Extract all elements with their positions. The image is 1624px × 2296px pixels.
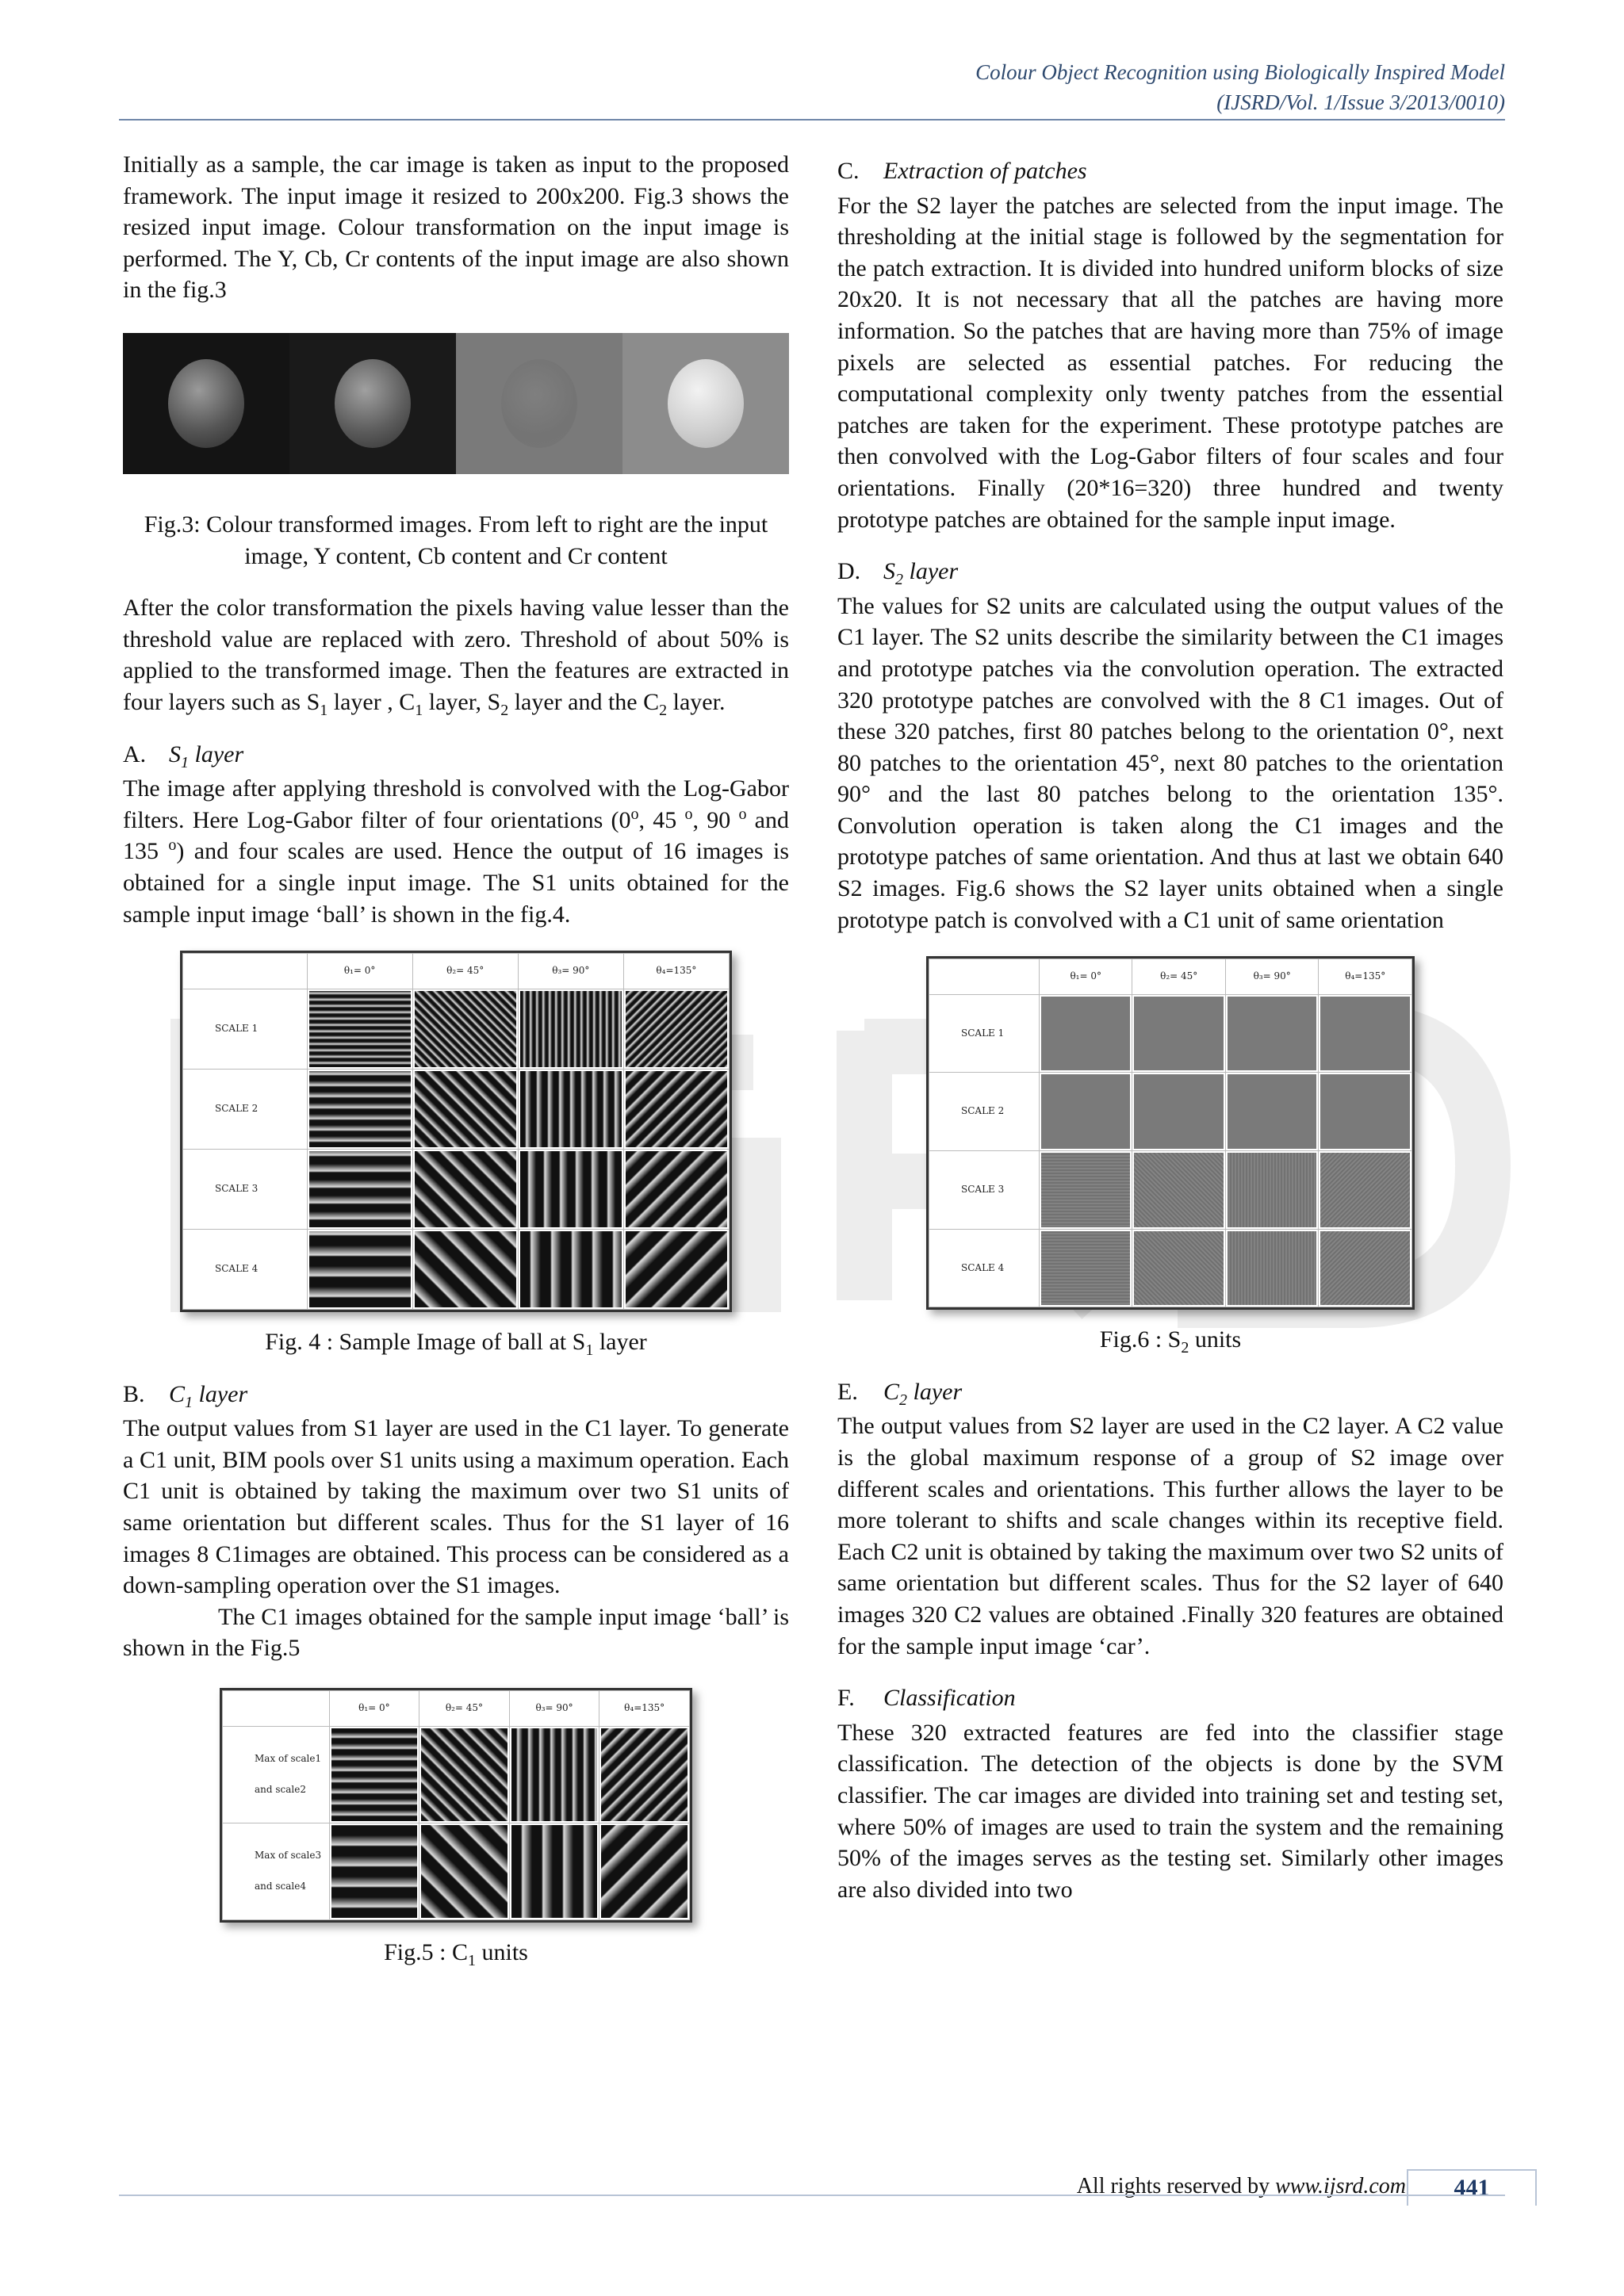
feature-image-cell — [1225, 1229, 1319, 1307]
feature-image-cell — [623, 1229, 729, 1309]
feature-image-cell — [518, 989, 623, 1069]
figure-6-grid — [926, 956, 1415, 1310]
feature-image-cell — [1039, 1229, 1132, 1307]
feature-map-tile — [1320, 1231, 1410, 1306]
feature-image-cell — [419, 1823, 510, 1919]
scale-row-label: Max of scale3 and scale4 — [223, 1823, 330, 1919]
orientation-header: θ₂= 45° — [412, 954, 518, 989]
scale-row-label: SCALE 1 — [183, 989, 308, 1069]
feature-image-cell — [307, 1149, 412, 1229]
scale-row-label: SCALE 2 — [183, 1069, 308, 1149]
fig3-cb-content — [456, 333, 622, 474]
page-number: 441 — [1407, 2169, 1537, 2206]
feature-image-cell — [412, 1069, 518, 1149]
feature-map-tile — [331, 1728, 418, 1821]
feature-map-tile — [415, 991, 516, 1067]
scale-row-label: Max of scale1 and scale2 — [223, 1726, 330, 1823]
feature-map-tile — [331, 1825, 418, 1918]
feature-map-tile — [1134, 1153, 1224, 1227]
feature-image-cell — [599, 1823, 690, 1919]
feature-map-tile — [309, 1071, 411, 1147]
section-b-heading: B. $C_1$ layer — [123, 1380, 248, 1411]
header-rule — [119, 119, 1505, 121]
section-e-paragraph: The output values from S2 layer are used in the C2 layer. A C2 value is the global maximum response of a group of S2 image over different scales and orientations. This further allows the layer to be more tolerant to shifts and scale changes within its receptive field. Each C2 unit is obtained by taking the maximum over two S2 units of same orientation but different scales. Thus for the S2 layer of 640 images 320 C2 values are obtained .Finally 320 features are obtained for the sample input image ‘car’. — [837, 1413, 1503, 1659]
header-title: Colour Object Recognition using Biologically Inspired Model — [975, 60, 1505, 84]
grid-corner — [223, 1691, 330, 1727]
figure-5-grid — [220, 1688, 692, 1923]
fig3-cr-content — [622, 333, 789, 474]
feature-image-cell — [1132, 1229, 1226, 1307]
section-e-heading: E. $C_2$ layer — [837, 1378, 963, 1409]
feature-map-tile — [520, 991, 622, 1067]
feature-map-tile — [1134, 997, 1224, 1071]
grid-corner — [929, 959, 1040, 995]
figure-6-caption: Fig.6 : $S_2$ units — [1099, 1326, 1242, 1357]
figure-4-caption: Fig. 4 : Sample Image of ball at $S_1$ layer — [265, 1329, 647, 1360]
figure-4-grid — [180, 951, 732, 1312]
feature-image-cell — [1225, 994, 1319, 1073]
feature-map-tile — [520, 1231, 622, 1307]
feature-map-tile — [415, 1151, 516, 1227]
running-header — [975, 57, 1505, 117]
feature-image-cell — [329, 1726, 419, 1823]
feature-image-cell — [329, 1823, 419, 1919]
feature-map-tile — [1134, 1231, 1224, 1306]
feature-image-cell — [623, 1069, 729, 1149]
orientation-header: θ₄=135° — [1319, 959, 1412, 995]
figure-3-caption: Fig.3: Colour transformed images. From left to right are the input image, Y content, Cb content and Cr content — [144, 511, 768, 569]
feature-map-tile — [626, 1071, 727, 1147]
orientation-header: θ₁= 0° — [329, 1691, 419, 1727]
section-b-paragraph: The output values from S1 layer are used in the C1 layer. To generate a C1 unit, BIM pools over S1 units using a maximum operation. Each C1 unit is obtained by taking the maximum over two S1 units of same orientation but different scales. Thus for the S1 layer of 16 images 8 C1images are obtained. This process can be considered as a down-sampling operation over the S1 images. — [123, 1415, 789, 1599]
section-c-paragraph: For the S2 layer the patches are selected from the input image. The thresholding at the initial stage is followed by the segmentation for the patch extraction. It is divided into hundred uniform blocks of size 20x20. It is not necessary that all the patches are having more information. So the patches that are having more than 75% of image pixels are selected as essential patches. For reducing the computational complexity only twenty patches from the essential patches are taken for the experiment. These prototype patches are then convolved with the Log-Gabor filters of four scales and four orientations. Finally (20*16=320) three hundred and twenty prototype patches are obtained for the sample input image. — [837, 192, 1503, 533]
feature-map-tile — [1320, 1153, 1410, 1227]
grid-corner — [183, 954, 308, 989]
feature-map-tile — [415, 1231, 516, 1307]
feature-image-cell — [1319, 1229, 1412, 1307]
feature-map-tile — [511, 1728, 598, 1821]
feature-image-cell — [412, 1229, 518, 1309]
feature-map-tile — [520, 1151, 622, 1227]
section-a-paragraph: The image after applying threshold is convolved with the Log-Gabor filters. Here Log-Gabor filter of four orientations (0$^o$, 45 $^o$, 90 $^o$ and 135 $^o$) and four scales are used. Hence the output of 16 images is obtained for a single input image. The S1 units obtained for the sample input image ‘ball’ is shown in the fig.4. — [123, 775, 789, 928]
feature-map-tile — [415, 1071, 516, 1147]
footer-site-link[interactable]: www.ijsrd.com — [1275, 2174, 1406, 2198]
feature-image-cell — [307, 989, 412, 1069]
feature-map-tile — [1228, 1074, 1317, 1149]
section-a-heading: A. $S_1$ layer — [123, 740, 244, 771]
orientation-header: θ₃= 90° — [1225, 959, 1319, 995]
feature-image-cell — [509, 1823, 599, 1919]
scale-row-label: SCALE 3 — [183, 1149, 308, 1229]
feature-map-tile — [601, 1825, 688, 1918]
feature-map-tile — [309, 991, 411, 1067]
feature-image-cell — [518, 1229, 623, 1309]
scale-row-label: SCALE 4 — [929, 1229, 1040, 1307]
orientation-header: θ₁= 0° — [1039, 959, 1132, 995]
feature-map-tile — [1041, 1231, 1131, 1306]
feature-map-tile — [1320, 997, 1410, 1071]
feature-image-cell — [412, 1149, 518, 1229]
feature-image-cell — [1225, 1073, 1319, 1151]
feature-image-cell — [307, 1069, 412, 1149]
feature-map-tile — [421, 1825, 508, 1918]
figure-5-caption: Fig.5 : $C_1$ units — [384, 1939, 528, 1970]
footer-rule — [119, 2195, 1505, 2196]
orientation-header: θ₃= 90° — [518, 954, 623, 989]
feature-image-cell — [419, 1726, 510, 1823]
scale-row-label: SCALE 2 — [929, 1073, 1040, 1151]
intro-paragraph: Initially as a sample, the car image is taken as input to the proposed framework. The input image it resized to 200x200. Fig.3 shows the resized input image. Colour transformation on the input image is performed. The Y, Cb, Cr contents of the input image are also shown in the fig.3 — [123, 151, 789, 304]
header-issue: (IJSRD/Vol. 1/Issue 3/2013/0010) — [1216, 90, 1505, 114]
section-f-heading: F. Classification — [837, 1685, 1016, 1712]
feature-map-tile — [1228, 1153, 1317, 1227]
feature-image-cell — [1319, 994, 1412, 1073]
figure-3-image-strip — [123, 333, 789, 474]
feature-map-tile — [601, 1728, 688, 1821]
feature-map-tile — [1041, 1153, 1131, 1227]
feature-map-tile — [626, 1231, 727, 1307]
threshold-paragraph: After the color transformation the pixels having value lesser than the threshold value are replaced with zero. Threshold of about 50% is applied to the transformed image. Then the features are extracted in four layers such as $S_1$ layer , $C_1$ layer, $S_2$ layer and the $C_2$ layer. — [123, 595, 789, 719]
scale-row-label: SCALE 4 — [183, 1229, 308, 1309]
feature-image-cell — [518, 1149, 623, 1229]
left-column — [123, 149, 789, 1989]
orientation-header: θ₄=135° — [623, 954, 729, 989]
feature-map-tile — [1041, 1074, 1131, 1149]
fig3-y-content — [289, 333, 456, 474]
feature-image-cell — [1039, 1073, 1132, 1151]
feature-image-cell — [1319, 1151, 1412, 1230]
feature-image-cell — [623, 1149, 729, 1229]
feature-map-tile — [421, 1728, 508, 1821]
feature-image-cell — [1132, 994, 1226, 1073]
orientation-header: θ₂= 45° — [419, 1691, 510, 1727]
feature-image-cell — [1039, 1151, 1132, 1230]
feature-image-cell — [1132, 1151, 1226, 1230]
orientation-header: θ₄=135° — [599, 1691, 690, 1727]
feature-map-tile — [309, 1231, 411, 1307]
feature-map-tile — [626, 1151, 727, 1227]
section-f-paragraph: These 320 extracted features are fed into the classifier stage classification. The detection of the objects is done by the SVM classifier. The car images are divided into training set and testing set, where 50% of images are used to train the system and the remaining 50% of the images serves as the testing set. Similarly other images are also divided into two — [837, 1719, 1503, 1903]
feature-map-tile — [1134, 1074, 1224, 1149]
feature-map-tile — [520, 1071, 622, 1147]
feature-image-cell — [518, 1069, 623, 1149]
feature-image-cell — [307, 1229, 412, 1309]
scale-row-label: SCALE 1 — [929, 994, 1040, 1073]
feature-image-cell — [1039, 994, 1132, 1073]
footer-copyright: All rights reserved by www.ijsrd.com — [1076, 2174, 1406, 2198]
section-c-heading: C. Extraction of patches — [837, 158, 1087, 184]
feature-map-tile — [1041, 997, 1131, 1071]
feature-image-cell — [1225, 1151, 1319, 1230]
right-column — [837, 149, 1503, 1926]
fig3-input-image — [123, 333, 289, 474]
feature-image-cell — [623, 989, 729, 1069]
orientation-header: θ₁= 0° — [307, 954, 412, 989]
feature-image-cell — [1132, 1073, 1226, 1151]
feature-map-tile — [511, 1825, 598, 1918]
feature-image-cell — [1319, 1073, 1412, 1151]
section-d-paragraph: The values for S2 units are calculated using the output values of the C1 layer. The S2 units describe the similarity between the C1 images and prototype patches via the convolution operation. The extracted 320 prototype patches are convolved with the 8 C1 images. Out of these 320 patches, first 80 patches belong to the orientation 0°, next 80 patches to the orientation 45°, next 80 patches to the orientation 90° and the last 80 patches belong to the orientation 135°. Convolution operation is taken along the C1 images and the prototype patches of same orientation. And thus at last we obtain 640 S2 images. Fig.6 shows the S2 layer units obtained when a single prototype patch is convolved with a C1 unit of same orientation — [837, 592, 1503, 933]
orientation-header: θ₃= 90° — [509, 1691, 599, 1727]
orientation-header: θ₂= 45° — [1132, 959, 1226, 995]
scale-row-label: SCALE 3 — [929, 1151, 1040, 1230]
feature-map-tile — [1228, 997, 1317, 1071]
feature-image-cell — [509, 1726, 599, 1823]
feature-image-cell — [599, 1726, 690, 1823]
section-b-paragraph-2: The C1 images obtained for the sample input image ‘ball’ is shown in the Fig.5 — [123, 1603, 789, 1662]
section-d-heading: D. $S_2$ layer — [837, 558, 959, 589]
feature-map-tile — [309, 1151, 411, 1227]
feature-map-tile — [1320, 1074, 1410, 1149]
feature-map-tile — [626, 991, 727, 1067]
feature-map-tile — [1228, 1231, 1317, 1306]
feature-image-cell — [412, 989, 518, 1069]
